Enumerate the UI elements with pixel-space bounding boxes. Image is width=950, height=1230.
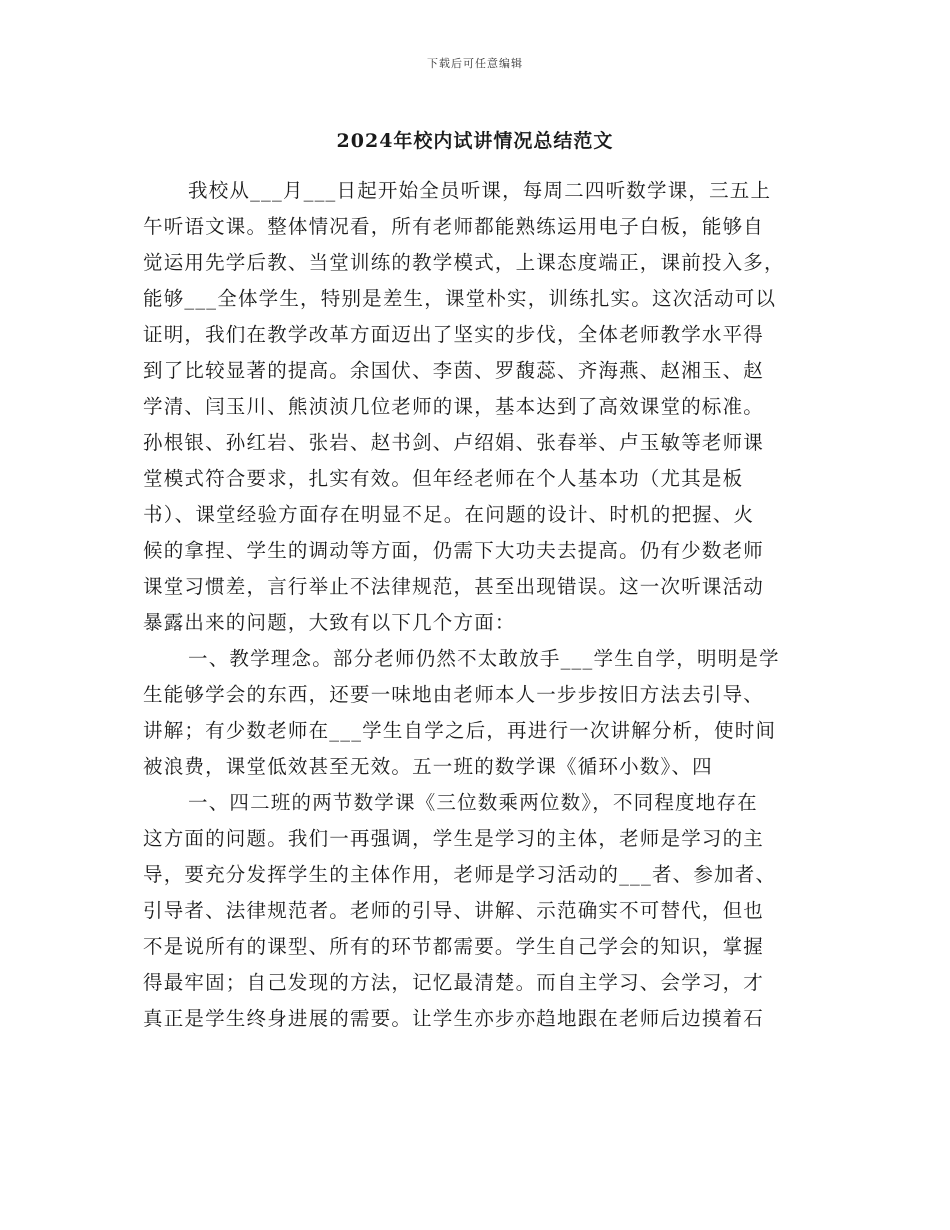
body-line: 能够___全体学生，特别是差生，课堂朴实，训练扎实。这次活动可以 <box>143 287 777 310</box>
body-line: 堂模式符合要求，扎实有效。但年经老师在个人基本功（尤其是板 <box>143 467 744 490</box>
body-line: 这方面的问题。我们一再强调，学生是学习的主体，老师是学习的主 <box>143 827 765 850</box>
body-line: 生能够学会的东西，还要一味地由老师本人一步步按旧方法去引导、 <box>143 683 765 706</box>
header-note: 下载后可任意编辑 <box>427 57 523 70</box>
body-line: 孙根银、孙红岩、张岩、赵书剑、卢绍娟、张春举、卢玉敏等老师课 <box>143 431 765 454</box>
body-line: 导，要充分发挥学生的主体作用，老师是学习活动的___者、参加者、 <box>143 863 777 886</box>
body-line: 课堂习惯差，言行举止不法律规范，甚至出现错误。这一次听课活动 <box>143 575 765 598</box>
body-line: 一、四二班的两节数学课《三位数乘两位数》，不同程度地存在 <box>188 791 758 814</box>
body-line: 被浪费，课堂低效甚至无效。五一班的数学课《循环小数》、四 <box>143 755 713 778</box>
body-line: 学清、闫玉川、熊浈浈几位老师的课，基本达到了高效课堂的标准。 <box>143 395 765 418</box>
body-line: 我校从___月___日起开始全员听课，每周二四听数学课，三五上 <box>188 179 772 202</box>
body-line: 午听语文课。整体情况看，所有老师都能熟练运用电子白板，能够自 <box>143 215 765 238</box>
body-line: 候的拿捏、学生的调动等方面，仍需下大功夫去提高。仍有少数老师 <box>143 539 765 562</box>
body-line: 书）、课堂经验方面存在明显不足。在问题的设计、时机的把握、火 <box>143 503 755 526</box>
page-title: 2024年校内试讲情况总结范文 <box>336 130 614 152</box>
body-line: 真正是学生终身进展的需要。让学生亦步亦趋地跟在老师后边摸着石 <box>143 1007 765 1030</box>
body-line: 讲解；有少数老师在___学生自学之后，再进行一次讲解分析，使时间 <box>143 719 777 742</box>
body-line: 觉运用先学后教、当堂训练的教学模式，上课态度端正，课前投入多， <box>143 251 785 274</box>
body-line: 不是说所有的课型、所有的环节都需要。学生自己学会的知识，掌握 <box>143 935 765 958</box>
body-line: 到了比较显著的提高。余国伏、李茵、罗馥蕊、齐海燕、赵湘玉、赵 <box>143 359 765 382</box>
body-line: 得最牢固；自己发现的方法，记忆最清楚。而自主学习、会学习，才 <box>143 971 765 994</box>
body-line: 证明，我们在教学改革方面迈出了坚实的步伐，全体老师教学水平得 <box>143 323 765 346</box>
body-line: 暴露出来的问题，大致有以下几个方面： <box>143 611 516 634</box>
body-line: 引导者、法律规范者。老师的引导、讲解、示范确实不可替代，但也 <box>143 899 765 922</box>
body-line: 一、教学理念。部分老师仍然不太敢放手___学生自学，明明是学 <box>188 647 780 670</box>
